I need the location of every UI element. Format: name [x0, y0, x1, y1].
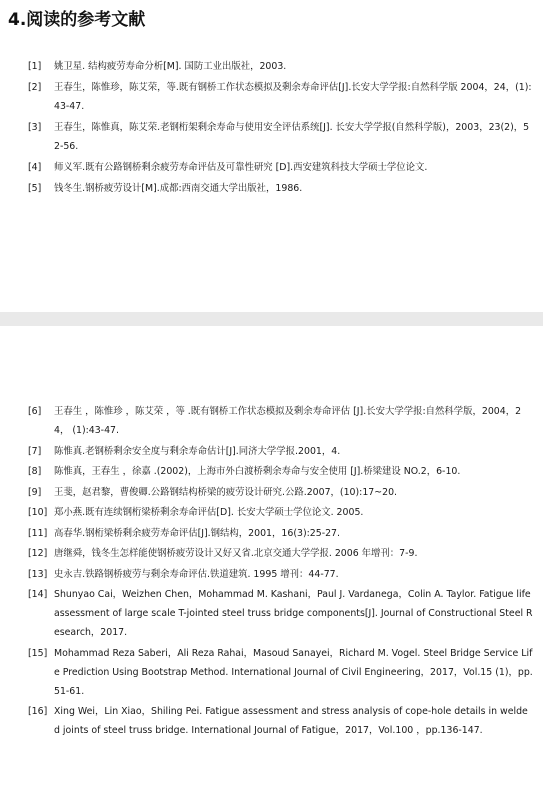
reference-text: 师义军.既有公路钢桥剩余疲劳寿命评估及可靠性研究 [D].西安建筑科技大学硕士学位论文. [54, 162, 428, 173]
reference-text: 唐继舜，钱冬生怎样能使钢桥疲劳设计又好又省.北京交通大学学报. 2006 年增刊：7-9. [54, 548, 418, 559]
reference-text: Shunyao Cai，Weizhen Chen，Mohammad M. Kashani，Paul J. Vardanega，Colin A. Taylor. Fatigue life assessment of large scale T-jointed steel truss bridge components[J]. Journal of Constructional Steel Research，2017. [54, 589, 533, 638]
reference-text: 郑小燕.既有连续钢桁梁桥剩余寿命评估[D]. 长安大学硕士学位论文. 2005. [54, 507, 364, 518]
reference-number: [2] [28, 82, 42, 93]
reference-item [0, 524, 543, 543]
reference-number: [3] [28, 122, 42, 133]
reference-number: [16] [28, 706, 48, 717]
reference-text: 王春生 ，陈惟珍 ，陈艾荣 ，等 .既有钢桥工作状态模拟及剩余寿命评估 [J].长安大学学报:自然科学版，2004，24， (1):43-47. [54, 406, 522, 436]
reference-number: [14] [28, 589, 48, 600]
reference-item [0, 158, 543, 177]
reference-text: 姚卫星. 结构疲劳寿命分析[M]. 国防工业出版社，2003. [54, 61, 287, 72]
reference-text: 王春生，陈惟真，陈艾荣.老钢桁架剩余寿命与使用安全评估系统[J]. 长安大学学报(自然科学版)，2003，23(2)，52-56. [54, 122, 530, 152]
reference-item [0, 57, 543, 76]
reference-item [0, 118, 543, 156]
reference-item [0, 503, 543, 522]
reference-item [0, 462, 543, 481]
reference-text: 钱冬生.钢桥疲劳设计[M].成都:西南交通大学出版社，1986. [54, 183, 303, 194]
reference-number: [11] [28, 527, 48, 539]
reference-item [0, 585, 543, 642]
reference-number: [1] [28, 61, 42, 72]
reference-number: [9] [28, 486, 42, 498]
reference-item [0, 565, 543, 584]
reference-number: [4] [28, 162, 42, 173]
reference-item [0, 483, 543, 502]
reference-number: [15] [28, 647, 48, 659]
reference-number: [7] [28, 445, 42, 457]
reference-text: Xing Wei，Lin Xiao，Shiling Pei. Fatigue assessment and stress analysis of cope-hole details in welded joints of steel truss bridge. International Journal of Fatigue，2017，Vol.100 ，pp.136-147. [54, 706, 528, 736]
reference-list-page-2 [0, 402, 543, 742]
reference-text: 陈惟真，王春生 ，徐嘉 .(2002)，上海市外白渡桥剩余寿命与安全使用 [J].桥梁建设 NO.2，6-10. [54, 466, 461, 477]
reference-number: [12] [28, 548, 48, 559]
reference-text: 史永吉.铁路钢桥疲劳与剩余寿命评估.铁道建筑. 1995 增刊：44-77. [54, 568, 339, 580]
reference-item [0, 78, 543, 116]
reference-number: [13] [28, 568, 48, 580]
reference-item [0, 544, 543, 563]
document-page-1 [0, 0, 543, 312]
reference-list-page-1 [0, 57, 543, 200]
reference-item [0, 442, 543, 461]
reference-text: 王斐，赵君黎，曹俊卿.公路钢结构桥梁的疲劳设计研究.公路.2007，(10):17~20. [54, 486, 398, 498]
section-heading: 4.阅读的参考文献 [8, 10, 146, 30]
reference-number: [10] [28, 507, 48, 518]
page-break [0, 312, 543, 326]
reference-item [0, 644, 543, 701]
reference-text: 高春华.钢桁梁桥剩余疲劳寿命评估[J].钢结构，2001，16(3):25-27. [54, 527, 340, 539]
reference-text: 陈惟真.老钢桥剩余安全度与剩余寿命估计[J].同济大学学报.2001，4. [54, 445, 341, 457]
reference-item [0, 702, 543, 740]
reference-number: [8] [28, 466, 42, 477]
reference-number: [5] [28, 183, 42, 194]
document-page-2 [0, 326, 543, 809]
reference-text: Mohammad Reza Saberi，Ali Reza Rahai，Masoud Sanayei，Richard M. Vogel. Steel Bridge Service Life Prediction Using Bootstrap Method. International Journal of Civil Engineering，2017，Vol.15 (1)，pp.51-61. [54, 647, 533, 697]
reference-item [0, 402, 543, 440]
reference-item [0, 179, 543, 198]
reference-number: [6] [28, 406, 42, 417]
reference-text: 王春生，陈惟珍，陈艾荣，等.既有钢桥工作状态模拟及剩余寿命评估[J].长安大学学报:自然科学版 2004，24，(1):43-47. [54, 82, 532, 112]
